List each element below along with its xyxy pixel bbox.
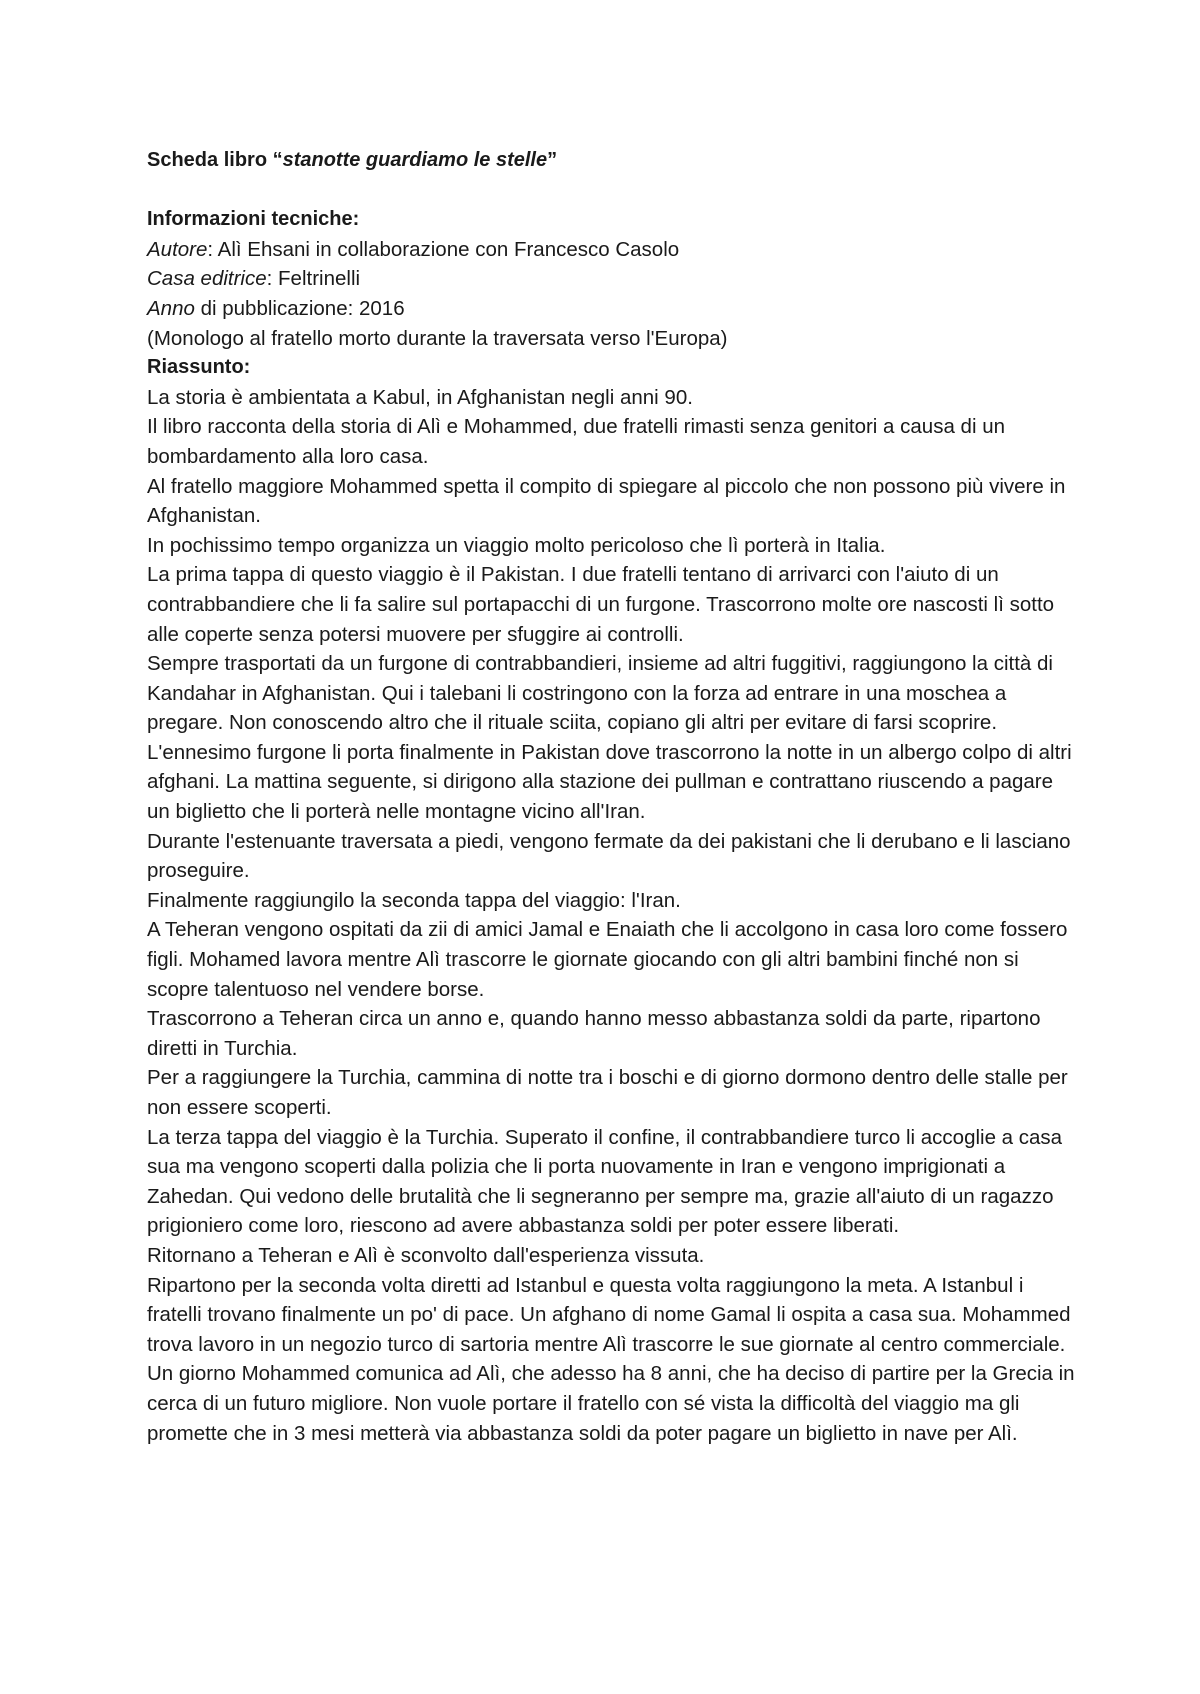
title-spacer [147, 176, 1077, 206]
technical-info-heading: Informazioni tecniche: [147, 208, 360, 231]
author-line [147, 235, 1077, 265]
summary-paragraph: Ritornano a Teheran e Alì è sconvolto dall'esperienza vissuta. [147, 1243, 705, 1267]
book-title: stanotte guardiamo le stelle [282, 149, 548, 171]
summary-paragraph: La prima tappa di questo viaggio è il Pakistan. I due fratelli tentano di arrivarci con l'aiuto di un contrabbandiere che li fa salire sul portapacchi di un furgone. Trascorrono molte ore nascosti lì sotto alle coperte senza potersi muovere per sfuggire ai controlli. [147, 563, 1055, 646]
summary-paragraph: Ripartono per la seconda volta diretti ad Istanbul e questa volta raggiungono la meta. A Istanbul i fratelli trovano finalmente un po' di pace. Un afghano di nome Gamal li ospita a casa sua. Mohammed trova lavoro in un negozio turco di sartoria mentre Alì trascorre le sue giornate al centro commerciale. Un giorno Mohammed comunica ad Alì, che adesso ha 8 anni, che ha deciso di partire per la Grecia in cerca di un futuro migliore. Non vuole portare il fratello con sé vista la difficoltà del viaggio ma gli promette che in 3 mesi metterà via abbastanza soldi da poter pagare un biglietto in nave per Alì. [147, 1273, 1075, 1445]
year-value: di pubblicazione: 2016 [194, 296, 405, 320]
summary-paragraph: Trascorrono a Teheran circa un anno e, quando hanno messo abbastanza soldi da parte, ripartono diretti in Turchia. [147, 1007, 1041, 1060]
summary-paragraph: A Teheran vengono ospitati da zii di amici Jamal e Enaiath che li accolgono in casa loro come fossero figli. Mohamed lavora mentre Alì trascorre le giornate giocando con gli altri bambini finché non si scopre talentuoso nel vendere borse. [147, 918, 1068, 1001]
summary-heading: Riassunto: [147, 356, 251, 379]
summary-paragraph: Finalmente raggiungilo la seconda tappa del viaggio: l'Iran. [147, 888, 681, 912]
publisher-line [147, 264, 1077, 294]
title-prefix: Scheda libro “ [147, 149, 283, 171]
summary-paragraph: Durante l'estenuante traversata a piedi, vengono fermate da dei pakistani che li derubano e li lasciano proseguire. [147, 829, 1071, 883]
publisher-value: : Feltrinelli [266, 267, 361, 291]
summary-paragraph: La terza tappa del viaggio è la Turchia. Superato il confine, il contrabbandiere turco li accoglie a casa sua ma vengono scoperti dalla polizia che li porta nuovamente in Iran e vengono imprigionati a Zahedan. Qui vedono delle brutalità che li segneranno per sempre ma, grazie all'aiuto di un ragazzo prigioniero come loro, riescono ad avere abbastanza soldi per poter essere liberati. [147, 1125, 1063, 1238]
summary-paragraph: In pochissimo tempo organizza un viaggio molto pericoloso che lì porterà in Italia. [147, 533, 886, 557]
author-value: : Alì Ehsani in collaborazione con Francesco Casolo [207, 237, 680, 261]
book-note: (Monologo al fratello morto durante la traversata verso l'Europa) [147, 326, 728, 350]
document-page [147, 146, 1077, 1448]
year-line [147, 294, 1077, 324]
year-key: Anno [147, 296, 195, 320]
summary-paragraph: Sempre trasportati da un furgone di contrabbandieri, insieme ad altri fuggitivi, raggiungono la città di Kandahar in Afghanistan. Qui i talebani li costringono con la forza ad entrare in una moschea a pregare. Non conoscendo altro che il rituale sciita, copiano gli altri per evitare di farsi scoprire. [147, 652, 1053, 735]
publisher-key: Casa editrice [147, 267, 267, 291]
summary-paragraph: Per a raggiungere la Turchia, cammina di notte tra i boschi e di giorno dormono dentro delle stalle per non essere scoperti. [147, 1066, 1068, 1119]
summary-paragraph: La storia è ambientata a Kabul, in Afghanistan negli anni 90. [147, 385, 693, 409]
summary-paragraph: Al fratello maggiore Mohammed spetta il compito di spiegare al piccolo che non possono più vivere in Afghanistan. [147, 474, 1066, 528]
document-title [147, 146, 1077, 176]
summary-paragraph: Il libro racconta della storia di Alì e Mohammed, due fratelli rimasti senza genitori a causa di un bombardamento alla loro casa. [147, 415, 1006, 468]
author-key: Autore [147, 237, 208, 261]
title-suffix: ” [547, 149, 558, 171]
summary-paragraph: L'ennesimo furgone li porta finalmente in Pakistan dove trascorrono la notte in un albergo colpo di altri afghani. La mattina seguente, si dirigono alla stazione dei pullman e contrattano riuscendo a pagare un biglietto che li porterà nelle montagne vicino all'Iran. [147, 740, 1072, 824]
